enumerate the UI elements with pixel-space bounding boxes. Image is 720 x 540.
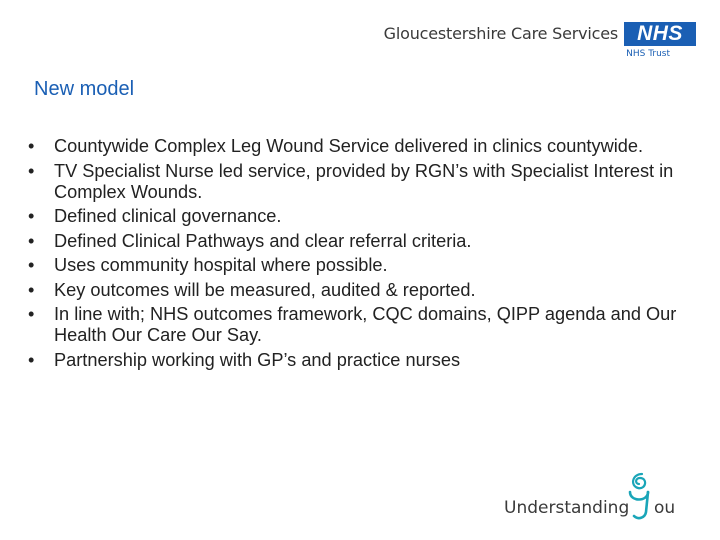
brand-suffix: ou [654,498,676,518]
bullet-item [24,350,696,371]
bullet-text: Partnership working with GP’s and practice nurses [54,349,461,370]
bullet-item [24,255,696,276]
bullet-list [24,136,696,374]
bullet-dot-icon: • [28,136,35,156]
brand-prefix: Understanding [504,498,630,518]
bullet-dot-icon: • [28,304,35,324]
bullet-text: Defined clinical governance. [54,206,282,226]
bullet-item [24,231,696,252]
bullet-dot-icon: • [28,206,35,226]
nhs-logo: NHS [624,22,696,46]
swirl-y-icon [622,468,656,522]
bullet-text: Uses community hospital where possible. [54,255,388,275]
bullet-item [24,304,696,346]
bullet-dot-icon: • [28,160,35,181]
bullet-dot-icon: • [28,255,35,275]
bullet-text: Key outcomes will be measured, audited & reported. [54,279,476,300]
bullet-text: In line with; NHS outcomes framework, CQC domains, QIPP agenda and Our Health Our Care Our Say. [54,304,677,345]
bullet-text: Countywide Complex Leg Wound Service delivered in clinics countywide. [54,136,644,156]
nhs-trust-label: NHS Trust [626,49,670,59]
understanding-you-logo [504,468,694,522]
organisation-name: Gloucestershire Care Services [383,24,618,43]
organisation-logo [383,22,696,62]
bullet-item [24,206,696,227]
bullet-dot-icon: • [28,349,35,370]
slide-title: New model [34,78,135,100]
bullet-text: Defined Clinical Pathways and clear referral criteria. [54,230,472,251]
bullet-item [24,280,696,301]
bullet-item [24,136,696,157]
bullet-text: TV Specialist Nurse led service, provided by RGN’s with Specialist Interest in Complex Wounds. [54,160,674,202]
bullet-item [24,161,696,203]
bullet-dot-icon: • [28,230,35,251]
bullet-dot-icon: • [28,279,35,300]
